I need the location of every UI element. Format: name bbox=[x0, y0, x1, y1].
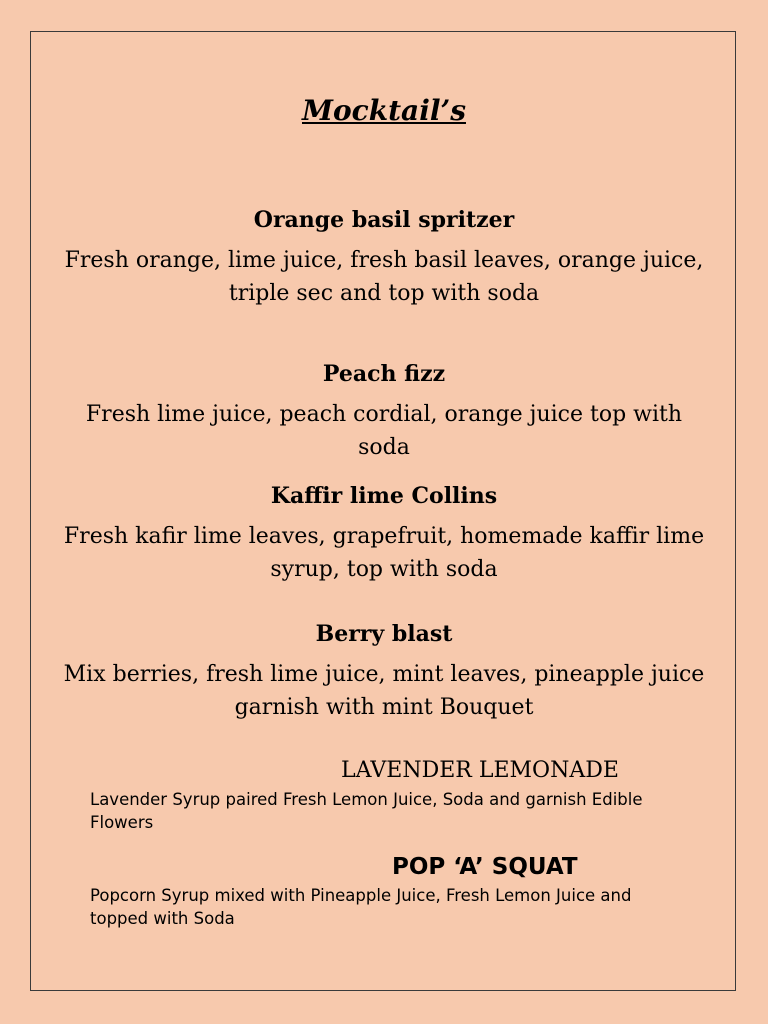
special-item-name: POP ‘A’ SQUAT bbox=[392, 854, 578, 880]
item-name: Berry blast bbox=[315, 621, 453, 647]
item-description: Fresh lime juice, peach cordial, orange juice top with soda bbox=[85, 402, 683, 460]
item-name: Orange basil spritzer bbox=[253, 207, 515, 233]
menu-item bbox=[60, 619, 708, 724]
item-name: Kaffir lime Collins bbox=[270, 483, 498, 509]
item-name: Peach fizz bbox=[322, 361, 446, 387]
special-item-description: Popcorn Syrup mixed with Pineapple Juice, Fresh Lemon Juice and topped with Soda bbox=[90, 886, 632, 928]
special-item-description: Lavender Syrup paired Fresh Lemon Juice, Soda and garnish Edible Flowers bbox=[90, 790, 643, 832]
special-item-name: LAVENDER LEMONADE bbox=[341, 758, 619, 783]
menu-item bbox=[60, 481, 708, 586]
menu-item bbox=[60, 359, 708, 464]
item-description: Fresh kafir lime leaves, grapefruit, homemade kaffir lime syrup, top with soda bbox=[63, 524, 705, 582]
menu-item bbox=[60, 205, 708, 310]
item-description: Fresh orange, lime juice, fresh basil leaves, orange juice, triple sec and top with soda bbox=[64, 248, 704, 306]
menu-title: Mocktail’s bbox=[302, 94, 466, 127]
item-description: Mix berries, fresh lime juice, mint leaves, pineapple juice garnish with mint Bouquet bbox=[63, 662, 705, 720]
